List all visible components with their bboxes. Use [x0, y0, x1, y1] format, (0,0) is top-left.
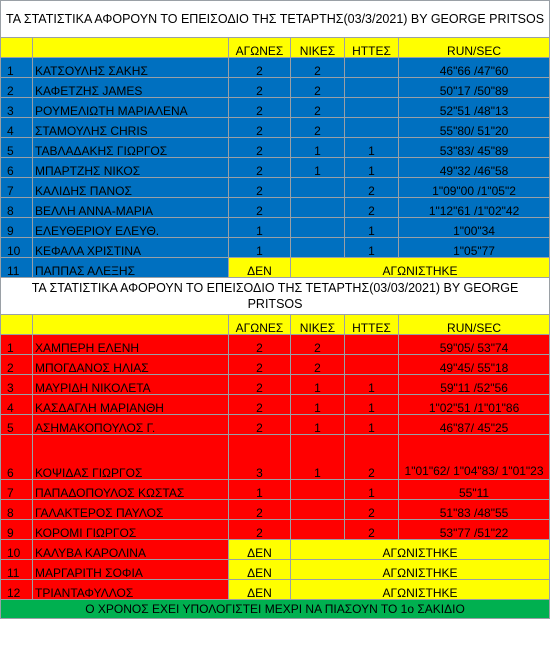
table-row — [1, 178, 550, 198]
table-row-absent — [1, 560, 550, 580]
wins-count: 2 — [291, 335, 345, 355]
losses-count: 1 — [345, 375, 399, 395]
section2-title-row — [1, 278, 550, 315]
player-name: ΚΑΛΙΔΗΣ ΠΑΝΟΣ — [33, 178, 229, 198]
wins-count: 2 — [291, 355, 345, 375]
run-time: 52"51 /48"13 — [399, 98, 550, 118]
header-losses: ΗΤΤΕΣ — [345, 38, 399, 58]
losses-count: 1 — [345, 218, 399, 238]
player-name: ΧΑΜΠΕΡΗ ΕΛΕΝΗ — [33, 335, 229, 355]
player-name: ΜΠΑΡΤΖΗΣ ΝΙΚΟΣ — [33, 158, 229, 178]
losses-count — [345, 355, 399, 375]
table-row — [1, 395, 550, 415]
row-number: 11 — [1, 258, 33, 278]
table-row — [1, 415, 550, 435]
table-row — [1, 158, 550, 178]
absent-label: ΔΕΝ — [229, 540, 291, 560]
run-time: 59"11 /52"56 — [399, 375, 550, 395]
row-number: 9 — [1, 218, 33, 238]
run-time: 51"83 /48"55 — [399, 500, 550, 520]
table-row — [1, 520, 550, 540]
wins-count — [291, 178, 345, 198]
games-count: 2 — [229, 375, 291, 395]
losses-count: 2 — [345, 435, 399, 480]
run-time: 1"01"62/ 1"04"83/ 1"01"23 — [399, 435, 550, 480]
row-number: 1 — [1, 58, 33, 78]
losses-count: 2 — [345, 178, 399, 198]
run-time: 1"05"77 — [399, 238, 550, 258]
table-row — [1, 138, 550, 158]
run-time: 1"12"61 /1"02"42 — [399, 198, 550, 218]
games-count: 2 — [229, 118, 291, 138]
section1-title-row — [1, 1, 550, 38]
table-row — [1, 375, 550, 395]
header-losses: ΗΤΤΕΣ — [345, 315, 399, 335]
wins-count: 2 — [291, 58, 345, 78]
table-row — [1, 238, 550, 258]
run-time: 53"77 /51"22 — [399, 520, 550, 540]
losses-count: 1 — [345, 395, 399, 415]
run-time: 55"11 — [399, 480, 550, 500]
table-row-absent — [1, 258, 550, 278]
player-name: ΜΠΟΓΔΑΝΟΣ ΗΛΙΑΣ — [33, 355, 229, 375]
row-number: 7 — [1, 178, 33, 198]
row-number: 8 — [1, 500, 33, 520]
losses-count: 1 — [345, 480, 399, 500]
player-name: ΚΑΤΣΟΥΛΗΣ ΣΑΚΗΣ — [33, 58, 229, 78]
losses-count — [345, 98, 399, 118]
wins-count: 1 — [291, 415, 345, 435]
wins-count — [291, 500, 345, 520]
footer-row — [1, 600, 550, 619]
games-count: 2 — [229, 415, 291, 435]
losses-count: 1 — [345, 238, 399, 258]
player-name: ΚΟΡΟΜΙ ΓΙΩΡΓΟΣ — [33, 520, 229, 540]
row-number: 11 — [1, 560, 33, 580]
wins-count: 1 — [291, 435, 345, 480]
run-time: 46"66 /47"60 — [399, 58, 550, 78]
row-number: 1 — [1, 335, 33, 355]
row-number: 4 — [1, 395, 33, 415]
row-number: 5 — [1, 415, 33, 435]
run-time: 49"45/ 55"18 — [399, 355, 550, 375]
losses-count: 2 — [345, 198, 399, 218]
table-row — [1, 218, 550, 238]
player-name: ΚΑΣΔΑΓΛΗ ΜΑΡΙΑΝΘΗ — [33, 395, 229, 415]
wins-count — [291, 480, 345, 500]
row-number: 6 — [1, 158, 33, 178]
losses-count — [345, 58, 399, 78]
header-games: ΑΓΩΝΕΣ — [229, 315, 291, 335]
header-index-cell — [1, 315, 33, 335]
games-count: 1 — [229, 218, 291, 238]
header-games: ΑΓΩΝΕΣ — [229, 38, 291, 58]
losses-count — [345, 78, 399, 98]
games-count: 2 — [229, 158, 291, 178]
header-wins: ΝΙΚΕΣ — [291, 315, 345, 335]
row-number: 9 — [1, 520, 33, 540]
games-count: 1 — [229, 238, 291, 258]
table-row — [1, 118, 550, 138]
row-number: 4 — [1, 118, 33, 138]
player-name: ΜΑΡΓΑΡΙΤΗ ΣΟΦΙΑ — [33, 560, 229, 580]
player-name: ΚΕΦΑΛΑ ΧΡΙΣΤΙΝΑ — [33, 238, 229, 258]
table-row — [1, 198, 550, 218]
losses-count: 1 — [345, 158, 399, 178]
table-row-absent — [1, 580, 550, 600]
run-time: 59"05/ 53"74 — [399, 335, 550, 355]
player-name: ΚΑΦΕΤΖΗΣ JAMES — [33, 78, 229, 98]
player-name: ΚΑΛΥΒΑ ΚΑΡΟΛΙΝΑ — [33, 540, 229, 560]
player-name: ΜΑΥΡΙΔΗ ΝΙΚΟΛΕΤΑ — [33, 375, 229, 395]
wins-count: 2 — [291, 98, 345, 118]
absent-message: ΑΓΩΝΙΣΤΗΚΕ — [291, 580, 550, 600]
section2-header-row — [1, 315, 550, 335]
absent-message: ΑΓΩΝΙΣΤΗΚΕ — [291, 540, 550, 560]
row-number: 10 — [1, 238, 33, 258]
run-time: 1"09"00 /1"05"2 — [399, 178, 550, 198]
section-title: ΤΑ ΣΤΑΤΙΣΤΙΚΑ ΑΦΟΡΟΥΝ ΤΟ ΕΠΕΙΣΟΔΙΟ ΤΗΣ ΤΕΤΑΡΤΗΣ(03/03/2021) BY GEORGE PRITSOS — [1, 278, 550, 315]
run-time: 1"02"51 /1"01"86 — [399, 395, 550, 415]
games-count: 2 — [229, 178, 291, 198]
stats-table-body — [1, 1, 550, 619]
run-time: 55"80/ 51"20 — [399, 118, 550, 138]
player-name: ΤΑΒΛΑΔΑΚΗΣ ΓΙΩΡΓΟΣ — [33, 138, 229, 158]
run-time: 50"17 /50"89 — [399, 78, 550, 98]
player-name: ΓΑΛΑΚΤΕΡΟΣ ΠΑΥΛΟΣ — [33, 500, 229, 520]
games-count: 2 — [229, 98, 291, 118]
games-count: 2 — [229, 395, 291, 415]
run-time: 1"00"34 — [399, 218, 550, 238]
run-time: 46"87/ 45"25 — [399, 415, 550, 435]
losses-count — [345, 118, 399, 138]
row-number: 3 — [1, 98, 33, 118]
table-row — [1, 98, 550, 118]
table-row — [1, 78, 550, 98]
player-name: ΡΟΥΜΕΛΙΩΤΗ ΜΑΡΙΑΛΕΝΑ — [33, 98, 229, 118]
row-number: 7 — [1, 480, 33, 500]
row-number: 2 — [1, 78, 33, 98]
table-row-absent — [1, 540, 550, 560]
footer-note: Ο ΧΡΟΝΟΣ ΕΧΕΙ ΥΠΟΛΟΓΙΣΤΕΙ ΜΕΧΡΙ ΝΑ ΠΙΑΣΟΥΝ ΤΟ 1ο ΣΑΚΙΔΙΟ — [1, 600, 550, 619]
row-number: 10 — [1, 540, 33, 560]
wins-count — [291, 238, 345, 258]
player-name: ΣΤΑΜΟΥΛΗΣ CHRIS — [33, 118, 229, 138]
wins-count: 1 — [291, 375, 345, 395]
games-count: 2 — [229, 355, 291, 375]
games-count: 2 — [229, 138, 291, 158]
table-row — [1, 500, 550, 520]
player-name: ΚΟΨΙΔΑΣ ΓΙΩΡΓΟΣ — [33, 435, 229, 480]
player-name: ΠΑΠΠΑΣ ΑΛΕΞΗΣ — [33, 258, 229, 278]
header-run-sec: RUN/SEC — [399, 38, 550, 58]
absent-message: ΑΓΩΝΙΣΤΗΚΕ — [291, 560, 550, 580]
absent-label: ΔΕΝ — [229, 580, 291, 600]
losses-count: 1 — [345, 138, 399, 158]
losses-count: 2 — [345, 520, 399, 540]
wins-count — [291, 218, 345, 238]
player-name: ΑΣΗΜΑΚΟΠΟΥΛΟΣ Γ. — [33, 415, 229, 435]
header-index-cell — [1, 38, 33, 58]
row-number: 2 — [1, 355, 33, 375]
games-count: 1 — [229, 480, 291, 500]
games-count: 2 — [229, 58, 291, 78]
wins-count: 1 — [291, 395, 345, 415]
games-count: 2 — [229, 198, 291, 218]
absent-label: ΔΕΝ — [229, 258, 291, 278]
header-name-cell — [33, 315, 229, 335]
absent-label: ΔΕΝ — [229, 560, 291, 580]
section-title: ΤΑ ΣΤΑΤΙΣΤΙΚΑ ΑΦΟΡΟΥΝ ΤΟ ΕΠΕΙΣΟΔΙΟ ΤΗΣ ΤΕΤΑΡΤΗΣ(03/3/2021) BY GEORGE PRITSOS — [1, 1, 550, 38]
player-name: ΒΕΛΛΗ ΑΝΝΑ-ΜΑΡΙΑ — [33, 198, 229, 218]
row-number: 3 — [1, 375, 33, 395]
header-name-cell — [33, 38, 229, 58]
table-row — [1, 355, 550, 375]
losses-count — [345, 335, 399, 355]
header-run-sec: RUN/SEC — [399, 315, 550, 335]
run-time: 53"83/ 45"89 — [399, 138, 550, 158]
row-number: 5 — [1, 138, 33, 158]
table-row — [1, 435, 550, 480]
player-name: ΤΡΙΑΝΤΑΦΥΛΛΟΣ — [33, 580, 229, 600]
row-number: 12 — [1, 580, 33, 600]
run-time: 49"32 /46"58 — [399, 158, 550, 178]
player-name: ΕΛΕΥΘΕΡΙΟΥ ΕΛΕΥΘ. — [33, 218, 229, 238]
player-name: ΠΑΠΑΔΟΠΟΥΛΟΣ ΚΩΣΤΑΣ — [33, 480, 229, 500]
table-row — [1, 335, 550, 355]
table-row — [1, 480, 550, 500]
wins-count: 1 — [291, 138, 345, 158]
table-row — [1, 58, 550, 78]
wins-count: 1 — [291, 158, 345, 178]
losses-count: 2 — [345, 500, 399, 520]
games-count: 2 — [229, 520, 291, 540]
games-count: 2 — [229, 78, 291, 98]
wins-count — [291, 198, 345, 218]
wins-count — [291, 520, 345, 540]
row-number: 6 — [1, 435, 33, 480]
games-count: 2 — [229, 500, 291, 520]
wins-count: 2 — [291, 118, 345, 138]
wins-count: 2 — [291, 78, 345, 98]
row-number: 8 — [1, 198, 33, 218]
section1-header-row — [1, 38, 550, 58]
absent-message: ΑΓΩΝΙΣΤΗΚΕ — [291, 258, 550, 278]
games-count: 2 — [229, 335, 291, 355]
games-count: 3 — [229, 435, 291, 480]
losses-count: 1 — [345, 415, 399, 435]
header-wins: ΝΙΚΕΣ — [291, 38, 345, 58]
